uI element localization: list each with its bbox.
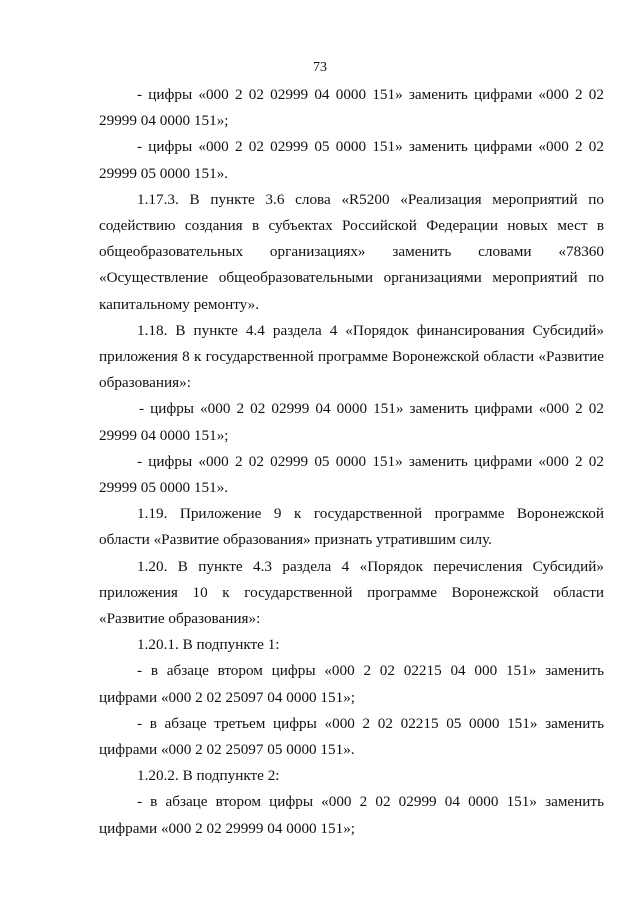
paragraph: - в абзаце третьем цифры «000 2 02 02215 05 0000 151» заменить цифрами «000 2 02 25097 05 0000 151». (99, 714, 604, 759)
paragraph: 1.20.1. В подпункте 1: (137, 636, 280, 654)
paragraph: - цифры «000 2 02 02999 05 0000 151» заменить цифрами «000 2 02 29999 05 0000 151». (99, 452, 604, 497)
page-number: 73 (313, 60, 327, 75)
paragraph: 1.18. В пункте 4.4 раздела 4 «Порядок финансирования Субсидий» приложения 8 к государственной программе Воронежской области «Развитие образования»: (99, 321, 604, 392)
paragraph: - цифры «000 2 02 02999 04 0000 151» заменить цифрами «000 2 02 29999 04 0000 151»; (99, 400, 604, 444)
paragraph: - в абзаце втором цифры «000 2 02 02215 04 000 151» заменить цифрами «000 2 02 25097 04 0000 151»; (99, 662, 604, 706)
paragraph: 1.17.3. В пункте 3.6 слова «R5200 «Реализация мероприятий по содействию создания в субъектах Российской Федерации новых мест в общеобразовательных организациях» заменить словами «78360 «Осуществление общеобразовательными организациями мероприятий по капитальному ремонту». (99, 190, 604, 313)
paragraph: - цифры «000 2 02 02999 05 0000 151» заменить цифрами «000 2 02 29999 05 0000 151». (99, 138, 604, 182)
paragraph: 1.20. В пункте 4.3 раздела 4 «Порядок перечисления Субсидий» приложения 10 к государственной программе Воронежской области «Развитие образования»: (99, 557, 604, 628)
document-body (99, 82, 604, 842)
paragraph: - цифры «000 2 02 02999 04 0000 151» заменить цифрами «000 2 02 29999 04 0000 151»; (99, 86, 604, 130)
paragraph: 1.19. Приложение 9 к государственной программе Воронежской области «Развитие образования» признать утратившим силу. (99, 505, 604, 549)
paragraph: - в абзаце втором цифры «000 2 02 02999 04 0000 151» заменить цифрами «000 2 02 29999 04 0000 151»; (99, 793, 604, 837)
paragraph: 1.20.2. В подпункте 2: (137, 767, 280, 785)
